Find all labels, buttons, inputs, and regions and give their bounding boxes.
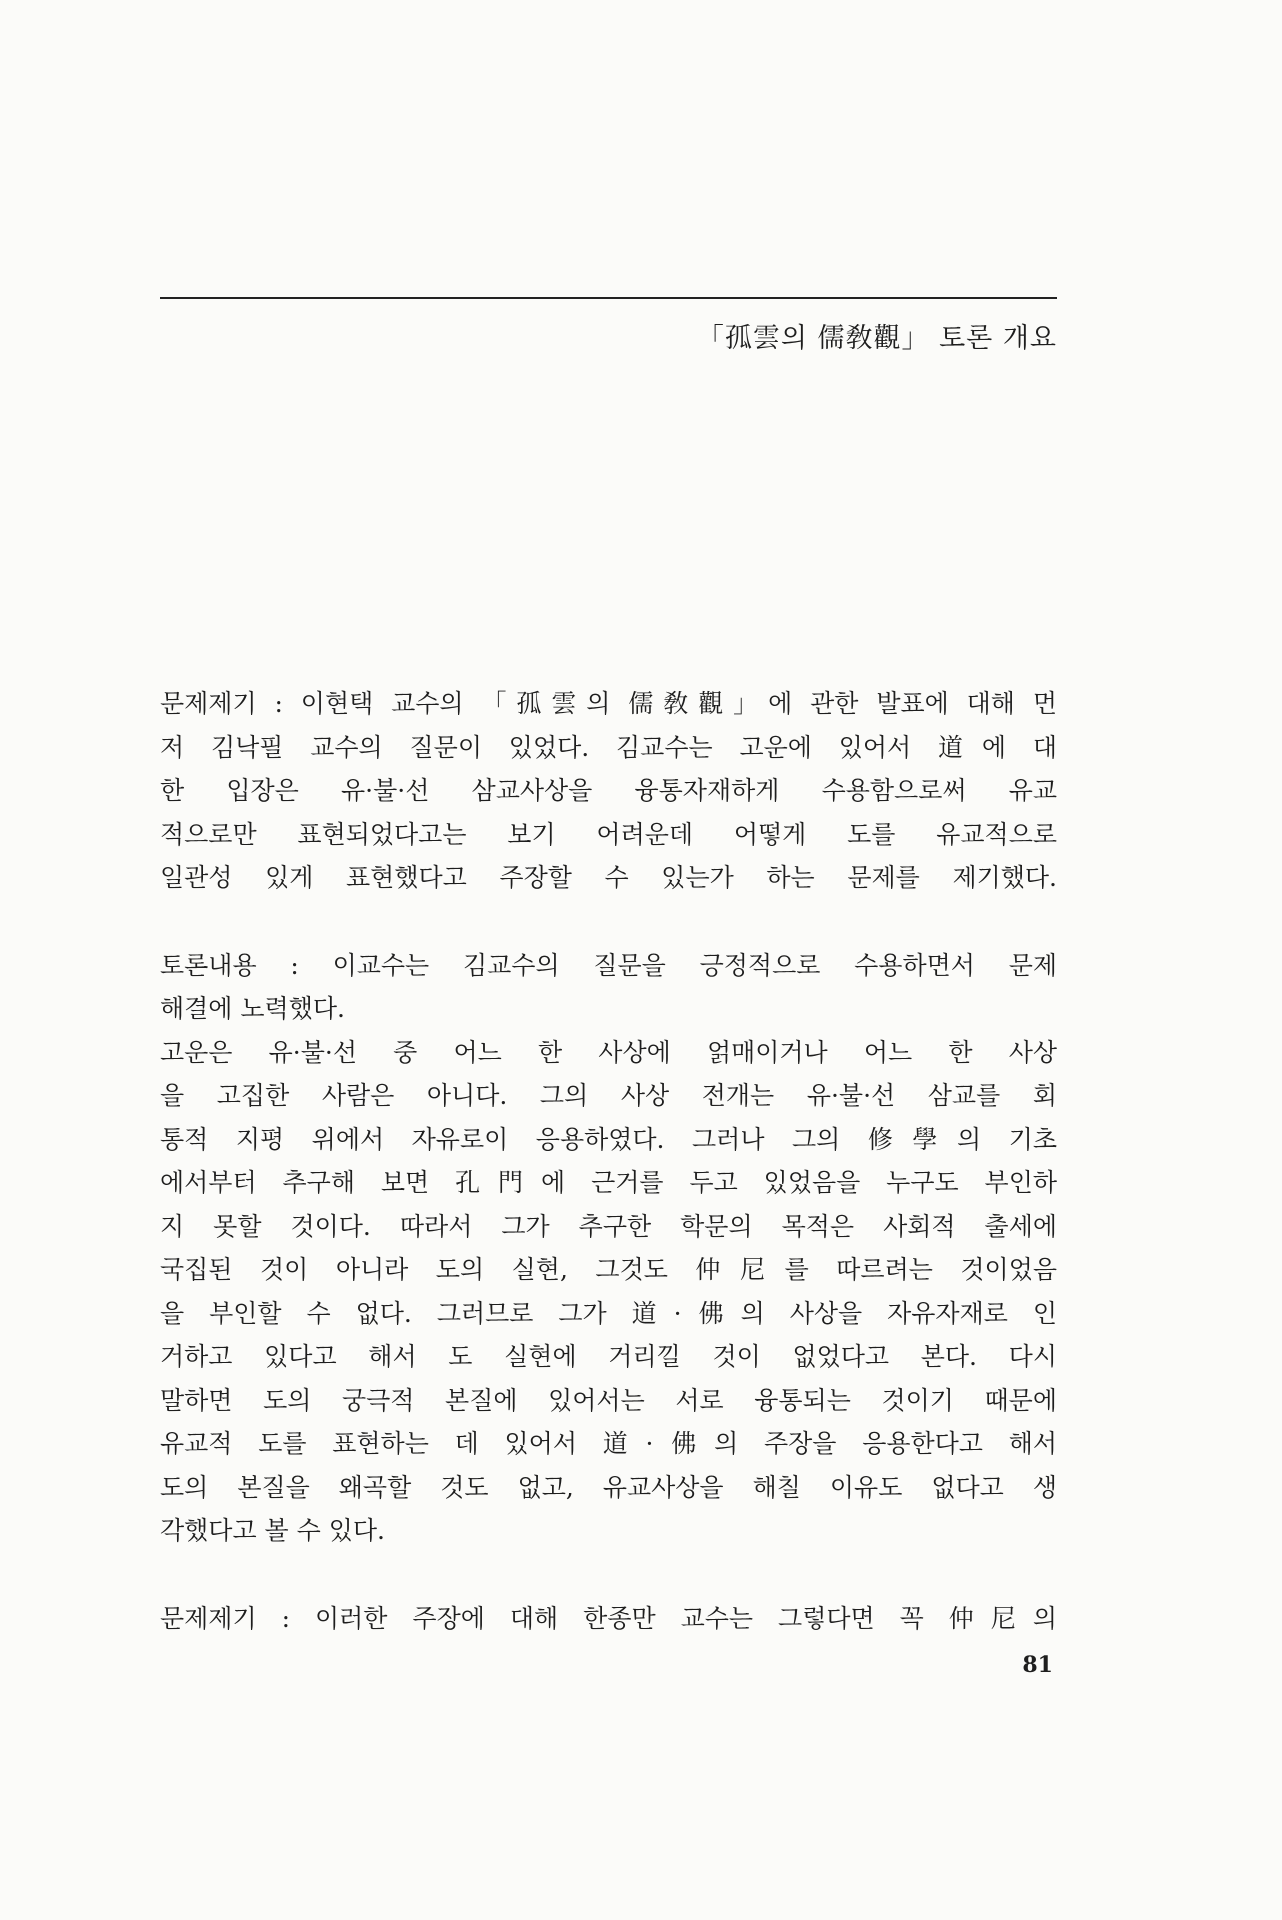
- running-head: 「孤雲의 儒敎觀」 토론 개요: [696, 323, 1057, 354]
- paragraph-gap: [160, 1553, 1057, 1597]
- paragraph-discussion: [160, 944, 1057, 1031]
- text-line: 문제제기 : 이러한 주장에 대해 한종만 교수는 그렇다면 꼭 仲尼의: [160, 1603, 1057, 1633]
- text-line: 말하면 도의 궁극적 본질에 있어서는 서로 융통되는 것이기 때문에: [160, 1385, 1057, 1415]
- text-line: 을 부인할 수 없다. 그러므로 그가 道·佛의 사상을 자유자재로 인: [160, 1298, 1057, 1328]
- paragraph-question-2: [160, 1597, 1057, 1641]
- body-text: [160, 682, 1057, 1640]
- text-line: 지 못할 것이다. 따라서 그가 추구한 학문의 목적은 사회적 출세에: [160, 1211, 1057, 1241]
- paragraph-question-1: [160, 682, 1057, 900]
- text-line: 유교적 도를 표현하는 데 있어서 道·佛의 주장을 응용한다고 해서: [160, 1429, 1057, 1458]
- text-line: 에서부터 추구해 보면 孔門에 근거를 두고 있었음을 누구도 부인하: [160, 1168, 1057, 1197]
- text-line: 한 입장은 유·불·선 삼교사상을 융통자재하게 수용함으로써 유교: [160, 776, 1057, 805]
- paragraph-gap: [160, 900, 1057, 944]
- text-line: 을 고집한 사람은 아니다. 그의 사상 전개는 유·불·선 삼교를 회: [160, 1081, 1057, 1110]
- paragraph-discussion-body: [160, 1031, 1057, 1553]
- text-line: 국집된 것이 아니라 도의 실현, 그것도 仲尼를 따르려는 것이었음: [160, 1255, 1057, 1284]
- text-line: 토론내용 : 이교수는 김교수의 질문을 긍정적으로 수용하면서 문제: [160, 950, 1057, 980]
- text-line: 각했다고 볼 수 있다.: [160, 1516, 385, 1545]
- text-line: 해결에 노력했다.: [160, 994, 345, 1023]
- header-rule: [160, 297, 1057, 299]
- text-line: 통적 지평 위에서 자유로이 응용하였다. 그러나 그의 修學의 기초: [160, 1124, 1057, 1154]
- text-line: 고운은 유·불·선 중 어느 한 사상에 얽매이거나 어느 한 사상: [160, 1037, 1057, 1067]
- text-line: 일관성 있게 표현했다고 주장할 수 있는가 하는 문제를 제기했다.: [160, 863, 1057, 892]
- text-line: 적으로만 표현되었다고는 보기 어려운데 어떻게 도를 유교적으로: [160, 819, 1057, 849]
- text-line: 도의 본질을 왜곡할 것도 없고, 유교사상을 해칠 이유도 없다고 생: [160, 1472, 1057, 1502]
- text-line: 저 김낙필 교수의 질문이 있었다. 김교수는 고운에 있어서 道에 대: [160, 732, 1057, 762]
- text-line: 문제제기 : 이현택 교수의 「孤雲의 儒敎觀」에 관한 발표에 대해 먼: [160, 689, 1057, 718]
- page-number: 81: [1022, 1652, 1053, 1678]
- text-line: 거하고 있다고 해서 도 실현에 거리낄 것이 없었다고 본다. 다시: [160, 1342, 1057, 1371]
